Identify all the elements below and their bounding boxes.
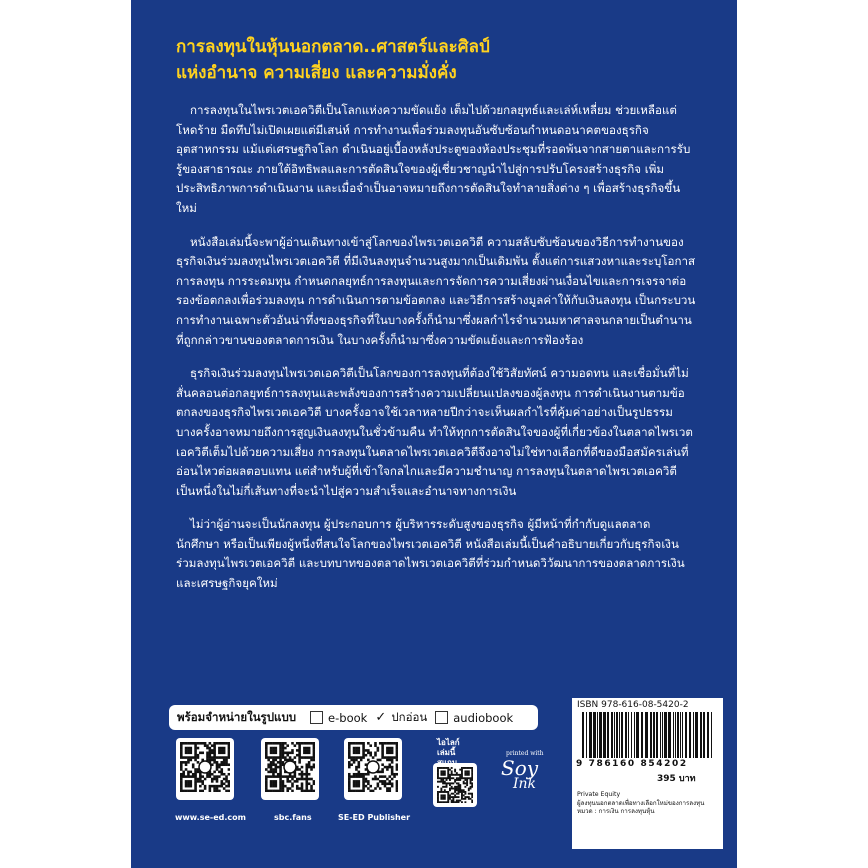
checkbox-icon: [435, 711, 448, 724]
qr-label-publisher: SE-ED Publisher: [338, 813, 411, 822]
format-option-label: ปกอ่อน: [391, 709, 428, 724]
qr-code-icon: [180, 742, 230, 792]
price: 395 บาท: [657, 774, 696, 784]
checkbox-icon: [310, 711, 323, 724]
qr-code-website[interactable]: [176, 738, 234, 800]
catalog-subtitle: ผู้ลงทุนนอกตลาดเพื่อทางเลือกใหม่ของการลงทุน: [577, 799, 705, 807]
soy-ink-word-ink: Ink: [513, 776, 537, 792]
blurb-paragraph-4: ไม่ว่าผู้อ่านจะเป็นนักลงทุน ผู้ประกอบการ ผู้บริหารระดับสูงของธุรกิจ ผู้มีหน้าที่กำกับดูแลตลาด นักศึกษา หรือเป็นเพียงผู้หนึ่งที่สนใจโลกของไพรเวตเอควิตี หนังสือเล่มนี้เป็นคำอธิบายเกี่ยวกับธุรกิจเงินร่วมลงทุนไพรเวตเอควิตี และบทบาทของตลาดไพรเวตเอควิตีที่ร่วมกำหนดวิวัฒนาการของตลาดการเงินและเศรษฐกิจยุคใหม่: [176, 517, 685, 591]
soy-ink-printed-with: printed with: [506, 750, 544, 757]
barcode-icon: [578, 712, 718, 758]
format-option-label: e-book: [328, 710, 368, 725]
blurb-paragraph-1: การลงทุนในไพรเวตเอควิตีเป็นโลกแห่งความขัดแย้ง เต็มไปด้วยกลยุทธ์และเล่ห์เหลี่ยม ช่วยเหลือแต่โหดร้าย มืดทึบไม่เปิดเผยแต่มีเสน่ห์ การทำงานเพื่อร่วมลงทุนอันซับซ้อนกำหนดอนาคตของธุรกิจ อุตสาหกรรม แม้แต่เศรษฐกิจโลก ดำเนินอยู่เบื้องหลังประตูของห้องประชุมที่รอดพ้นจากสายตาและการรับรู้ของสาธารณะ ภายใต้อิทธิพลและการตัดสินใจของผู้เชี่ยวชาญนำไปสู่การปรับโครงสร้างธุรกิจ เพิ่มประสิทธิภาพการดำเนินงาน และเมื่อจำเป็นอาจหมายถึงการตัดสินใจทำลายสิ่งต่าง ๆ เพื่อสร้างธุรกิจขึ้นใหม่: [176, 103, 691, 215]
catalog-info: [577, 791, 719, 817]
qr-code-icon: [437, 767, 473, 803]
headline: [176, 34, 696, 86]
back-cover: [131, 0, 737, 868]
qr-label-sbc: sbc.fans: [274, 813, 312, 822]
blurb: [176, 101, 696, 608]
checkmark-icon: ✓: [375, 709, 387, 725]
blurb-paragraph-2: หนังสือเล่มนี้จะพาผู้อ่านเดินทางเข้าสู่โลกของไพรเวตเอควิตี ความสลับซับซ้อนของวิธีการทำงานของธุรกิจเงินร่วมลงทุนไพรเวตเอควิตี ที่มีเงินลงทุนจำนวนสูงมากเป็นเดิมพัน ตั้งแต่การแสวงหาและระบุโอกาสการลงทุน การระดมทุน กำหนดกลยุทธ์การลงทุนและการจัดการความเสี่ยงผ่านเงื่อนไขและการเจรจาต่อรองข้อตกลงเพื่อร่วมลงทุน การดำเนินการตามข้อตกลง และวิธีการสร้างมูลค่าให้กับเงินลงทุน เป็นกระบวนการทำงานเฉพาะตัวอันน่าทึ่งของธุรกิจที่ในบางครั้งก็นำมาซึ่งผลกำไรจำนวนมหาศาลจนกลายเป็นตำนานที่ถูกกล่าวขานของตลาดการเงิน ในบางครั้งก็นำมาซึ่งความขัดแย้งและการฟ้องร้อง: [176, 234, 696, 347]
line-scan-tag: ไอไลก์เล่มนี้: [437, 738, 460, 757]
formats-label: พร้อมจำหน่ายในรูปแบบ: [177, 709, 297, 724]
qr-code-facebook-sbc[interactable]: [261, 738, 319, 800]
qr-code-icon: [348, 742, 398, 792]
headline-line-2: แห่งอำนาจ ความเสี่ยง และความมั่งคั่ง: [176, 63, 457, 83]
format-option-label: audiobook: [453, 710, 514, 725]
format-option-paperback: [375, 709, 427, 727]
available-formats-bar: [169, 705, 538, 730]
qr-code-icon: [265, 742, 315, 792]
barcode-digits: 9 786160 854202: [576, 759, 688, 769]
catalog-title: Private Equity: [577, 791, 621, 798]
soy-ink-logo: [498, 750, 550, 800]
format-option-ebook: [310, 711, 367, 725]
qr-code-facebook-publisher[interactable]: [344, 738, 402, 800]
qr-code-line[interactable]: [433, 763, 477, 807]
isbn-text: ISBN 978-616-08-5420-2: [577, 700, 689, 710]
soy-ink-word-soy: Soy: [501, 756, 539, 780]
format-option-audiobook: [435, 711, 513, 725]
blurb-paragraph-3: ธุรกิจเงินร่วมลงทุนไพรเวตเอควิตีเป็นโลกของการลงทุนที่ต้องใช้วิสัยทัศน์ ความอดทน และเชื่อมั่นที่ไม่สั่นคลอนต่อกลยุทธ์การลงทุนและพลังของการสร้างความเปลี่ยนแปลงของผู้ลงทุน การดำเนินงานตามข้อตกลงของธุรกิจไพรเวตเอควิตี บางครั้งอาจใช้เวลาหลายปีกว่าจะเห็นผลกำไรที่คุ้มค่าอย่างเป็นรูปธรรม บางครั้งอาจหมายถึงการสูญเงินลงทุนในชั่วข้ามคืน ทำให้ทุกการตัดสินใจของผู้ที่เกี่ยวข้องในตลาดไพรเวตเอควิตีเต็มไปด้วยความเสี่ยง การลงทุนในตลาดไพรเวตเอควิตีจึงอาจไม่ใช่ทางเลือกที่ดีของมือสมัครเล่นที่อ่อนไหวต่อผลตอบแทน แต่สำหรับผู้ที่เข้าใจกลไกและมีความชำนาญ การลงทุนในตลาดไพรเวตเอควิตีเป็นหนึ่งในไม่กี่เส้นทางที่จะนำไปสู่ความสำเร็จและอำนาจทางการเงิน: [176, 366, 693, 498]
barcode-panel: [572, 698, 723, 849]
catalog-category: หมวด : การเงิน การลงทุนหุ้น: [577, 808, 655, 815]
qr-label-website: www.se-ed.com: [175, 813, 246, 822]
headline-line-1: การลงทุนในหุ้นนอกตลาด..ศาสตร์และศิลป์: [176, 37, 490, 57]
